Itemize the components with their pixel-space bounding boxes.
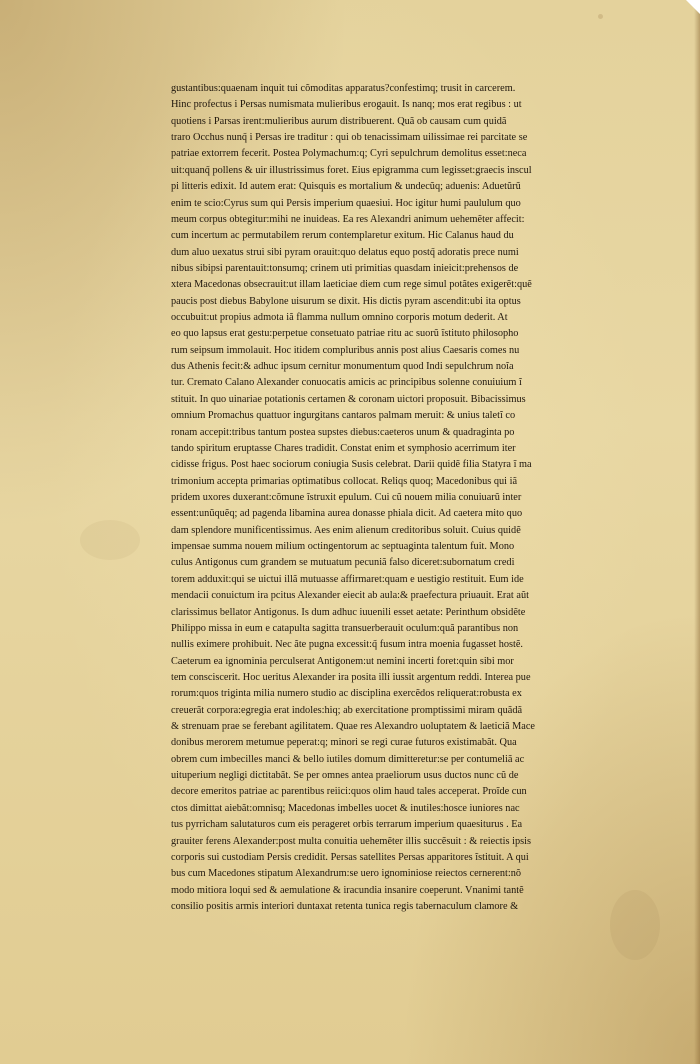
text-line: enim te scio:Cyrus sum qui Persis imperium quaesiui. Hoc igitur humi paululum quo xyxy=(171,197,521,209)
text-line: pridem uxores duxerant:cõmune ĩstruxit epulum. Cui cũ nouem milia conuiuarũ inter xyxy=(171,491,522,503)
paper-stain xyxy=(610,890,660,960)
text-line: Caeterum ea ignominia perculserat Antigonem:ut nemini incerti foret:quin sibi morᷓ xyxy=(171,655,522,667)
text-line: clarissimus bellator Antigonus. Is dum adhuc iuuenili esset aetate: Perinthum obsidẽte xyxy=(171,606,526,618)
text-line: occubuit:ut propius admota iã flamma nullum omnino corporis motum dederit. At xyxy=(171,312,508,324)
text-line: tus pyrricham salutaturos cum eis perageret orbis terrarum imperium quaesiturus . Ea xyxy=(171,819,523,831)
text-line: consilio positis armis interiori duntaxat retenta tunica regis tabernaculum clamore & xyxy=(171,900,519,912)
text-line: gustantibus:quaenam inquit tui cõmoditas apparatus?confestimq; trusit in carcerem. xyxy=(171,83,516,94)
text-line: nibus sibipsi parentauit:tonsumq; crinem uti primitias quasdam inieicit:prehensos deᷓ xyxy=(171,262,527,274)
text-line: dus Athenis fecit:& adhuc ipsum cernitur monumentum quod Indi sepulchrum noĩaᷓ xyxy=(171,361,522,373)
text-line: uit:quanq̃ pollens & uir illustrissimus foret. Eius epigramma cum legisset:graecis insculᷓ xyxy=(171,164,540,176)
text-line: dum aluo uexatus strui sibi pyram orauit:quo delatus equo postq̃ adoratis prece numiᷓ xyxy=(171,246,527,258)
text-line: ronam accepit:tribus tantum postea supstes diebus:caeteros unum & quadraginta poᷓ xyxy=(171,426,523,438)
text-line: & strenuam prae se ferebant agilitatem. Quae res Alexandro uoluptatem & laeticiã Mace xyxy=(171,721,535,733)
text-line: bus cum Macedones stipatum Alexandrum:se uero ignominiose reiectos cernerent:nõ xyxy=(171,868,521,880)
text-line: torem adduxit:qui se uictui illã mutuasse affirmaret:quam e uestigio restituit. Eum ide xyxy=(171,573,524,585)
text-line: omnium Promachus quattuor ingurgitans cantaros palmam meruit: & unius taletĩ coᷓ xyxy=(171,410,524,422)
page-edge-shadow xyxy=(694,0,700,1064)
text-line: xtera Macedonas obsecrauit:ut illam laeticiae diem cum rege simul potãtes exigerẽt:quẽ xyxy=(171,279,532,291)
text-line: stituit. In quo uinariae potationis certamen & coronam uictori proposuit. Bibacissimus xyxy=(171,393,526,405)
text-line: donibus merorem metumue peperat:q; minori se regi curae futuros existimabãt. Quaᷓ xyxy=(171,737,525,749)
text-line: rorum:quos triginta milia numero studio ac disciplina exercẽdos reliquerat:robusta exᷓ xyxy=(171,688,530,700)
text-line: tur. Cremato Calano Alexander conuocatis amicis ac principibus solenne conuiuium ĩ xyxy=(171,377,522,389)
text-line: trimonium accepta primarias optimatibus collocat. Reliqs quoq; Macedonibus qui iã xyxy=(171,475,518,487)
text-line: modo mitiora loqui sed & aemulatione & iracundia insanire coeperunt. Vnanimi tantẽ xyxy=(171,884,524,896)
text-line: tem consciscerit. Hoc ueritus Alexander ira posita illi iussit argentum reddi. Interea pue xyxy=(171,671,531,683)
text-line: tando spiritum eruptasse Chares tradidit. Constat enim et symphosio acerrimum iter xyxy=(171,442,516,454)
text-line: patriae extorrem fecerit. Postea Polymachum:q; Cyri sepulchrum demolitus esset:necaᷓ xyxy=(171,148,535,160)
text-line: culus Antigonus cum grandem se mutuatum pecuniã falso diceret:subornatum crediᷓ xyxy=(171,557,523,569)
text-line: cidisse frigus. Post haec sociorum coniugia Susis celebrat. Darii quidẽ filia Statyra ĩ ma xyxy=(171,459,532,471)
paper-stain xyxy=(80,520,140,560)
text-line: grauiter ferens Alexander:post multa conuitia uehemẽter illis succẽsuit : & reiectis ipsis xyxy=(171,835,531,847)
text-line: nullis eximere prohibuit. Nec ãte pugna excessit:q̃ fusum intra moenia fugasset hostẽ. xyxy=(171,639,524,651)
text-line: traro Occhus nunq̃ i Persas ire traditur : qui ob tenacissimam uilissimae rei parcitate se xyxy=(171,132,528,144)
text-line: corporis sui custodiam Persis credidit. Persas satellites Persas apparitores ĩstituit. A qui xyxy=(171,851,529,863)
text-line: Hinc profectus i Persas numismata mulieribus erogauit. Is nanq; mos erat regibus : ut xyxy=(171,99,522,111)
text-line: eo quo lapsus erat gestu:perpetue consetuato patriae ritu ac suorũ ĩstituto philosophoᷓ xyxy=(171,328,527,340)
text-line: dam splendore munificentissimus. Aes enim alienum creditoribus soluit. Cuius quidẽ xyxy=(171,524,521,536)
text-line: mendacii conuictum ira pcitus Alexander eiecit ab aula:& praefectura priuauit. Erat aũt xyxy=(171,590,529,602)
text-line: decore emeritos patriae ac parentibus reiici:quos olim haud tales acceperat. Proĩde cunᷓ xyxy=(171,786,535,798)
text-line: ctos dimittat aiebãt:omnisq; Macedonas imbelles uocet & inutiles:hosce iuniores nacᷓ xyxy=(171,802,528,814)
text-line: obrem cum imbecilles manci & bello iutiles domum dimitteretur:se per contumeliã ac xyxy=(171,753,525,765)
text-line: uituperium negligi dictitabãt. Se per omnes antea praeliorum usus ductos nunc cũ deᷓ xyxy=(171,770,527,782)
text-line: meum corpus obtegitur:mihi ne inuideas. Ea res Alexandri animum uehemẽter affecit: xyxy=(171,213,525,225)
text-line: cum incertum ac permutabilem rerum contemplaretur exitum. Hic Calanus haud duᷓ xyxy=(171,230,522,242)
text-line: quotiens i Parsas irent:mulieribus aurum distribuerent. Quã ob causam cum quidã xyxy=(171,115,507,127)
torn-corner xyxy=(686,0,700,14)
text-line: rum seipsum immolauit. Hoc itidem compluribus annis post alius Caesaris comes nuᷓ xyxy=(171,344,528,356)
text-line: creuerãt corpora:egregia erat indoles:hiq; ab exercitatione promptissimi miram quãdã xyxy=(171,704,523,716)
text-line: Philippo missa in eum e catapulta sagitta transuerberauit oculum:quã parantibus non xyxy=(171,622,519,634)
text-line: impensae summa nouem milium octingentorum ac septuaginta talentum fuit. Mono xyxy=(171,541,515,553)
text-line: essent:unũquẽq; ad pagenda libamina aurea donasse phiala dicit. Ad caetera mito quoᷓ xyxy=(171,508,531,520)
text-line: paucis post diebus Babylone uisurum se dixit. His dictis pyram ascendit:ubi ita optus xyxy=(171,295,521,307)
text-line: pi litteris edixit. Id autem erat: Quisquis es mortalium & undecũq; aduenis: Aduetũrũ xyxy=(171,181,521,193)
ink-spot xyxy=(598,14,603,19)
text-column xyxy=(171,81,587,915)
